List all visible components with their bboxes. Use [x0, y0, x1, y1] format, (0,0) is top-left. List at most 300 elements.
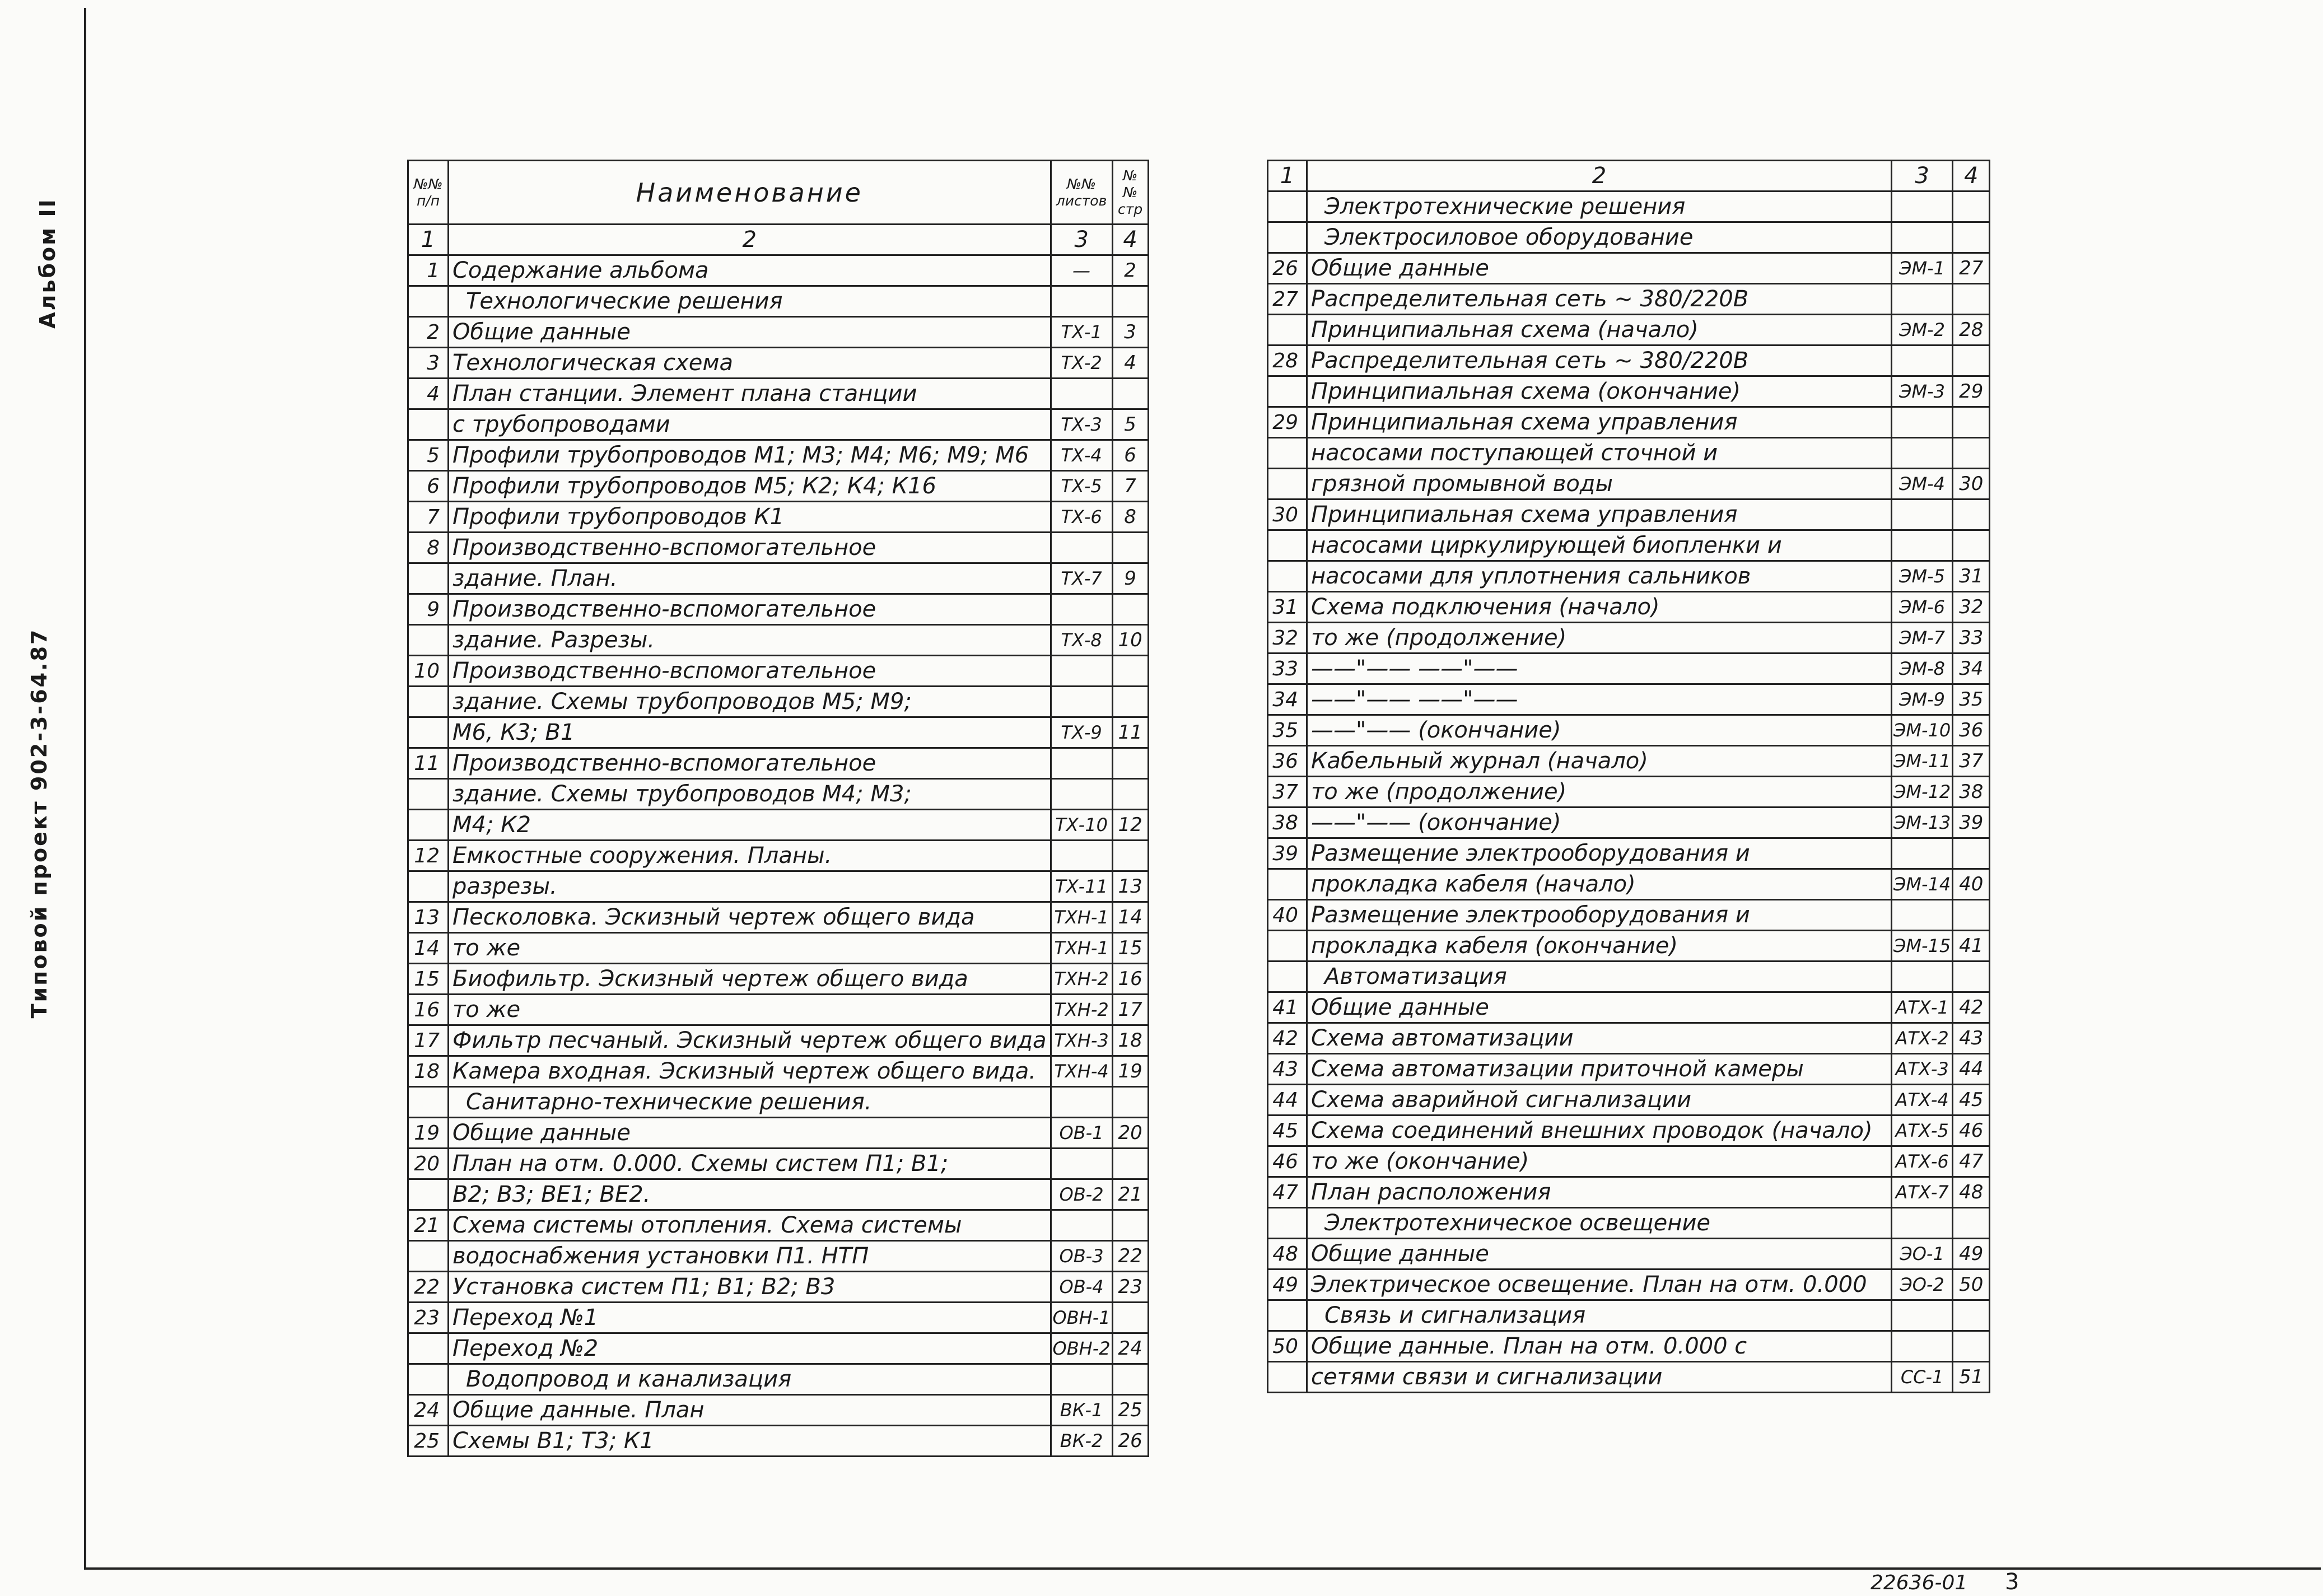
row-number [1268, 315, 1307, 346]
row-number [1268, 1362, 1307, 1393]
index-cell: 2 [449, 225, 1051, 255]
row-number: 3 [408, 348, 449, 379]
section-heading: Электротехническое освещение [1307, 1208, 1892, 1239]
index-cell: 2 [1307, 161, 1892, 192]
row-title: Распределительная сеть ~ 380/220В [1307, 346, 1892, 376]
page-ref [1953, 530, 1990, 561]
table-row [408, 409, 1149, 440]
document-code: 22636-01 [1870, 1571, 1968, 1594]
table-row [1268, 376, 1990, 407]
index-cell: 1 [1268, 161, 1307, 192]
row-number: 30 [1268, 500, 1307, 530]
row-number: 34 [1268, 684, 1307, 715]
page-ref: 28 [1953, 315, 1990, 346]
row-title: ——"—— (окончание) [1307, 715, 1892, 746]
row-number [408, 779, 449, 810]
header-row [408, 161, 1149, 225]
row-number: 4 [408, 379, 449, 409]
row-number: 25 [408, 1426, 449, 1457]
sheet-code: АТХ-4 [1892, 1085, 1953, 1116]
sheet-code: ЭМ-11 [1892, 746, 1953, 777]
page-ref: 45 [1953, 1085, 1990, 1116]
table-row [1268, 1270, 1990, 1300]
sheet-code [1892, 407, 1953, 438]
table-row [408, 933, 1149, 964]
table-row [408, 1056, 1149, 1087]
table-row [408, 1087, 1149, 1118]
sheet-code: ЭМ-4 [1892, 469, 1953, 500]
row-number [1268, 376, 1307, 407]
row-title: План на отм. 0.000. Схемы систем П1; В1; [449, 1149, 1051, 1179]
table-row [408, 471, 1149, 502]
sheet-code [1892, 438, 1953, 469]
sheet-code: АТХ-7 [1892, 1177, 1953, 1208]
page-ref [1953, 192, 1990, 222]
table-row [408, 563, 1149, 594]
section-heading: Водопровод и канализация [449, 1364, 1051, 1395]
page-ref: 4 [1112, 348, 1148, 379]
row-number [1268, 1300, 1307, 1331]
table-row [1268, 900, 1990, 931]
page-ref [1112, 1210, 1148, 1241]
sheet-code: ТХ-9 [1051, 717, 1112, 748]
row-number: 26 [1268, 253, 1307, 284]
row-number: 10 [408, 656, 449, 687]
row-number [408, 563, 449, 594]
row-title: Схема аварийной сигнализации [1307, 1085, 1892, 1116]
table-row [408, 871, 1149, 902]
page-ref [1112, 1364, 1148, 1395]
row-title: Схема соединений внешних проводок (начало) [1307, 1116, 1892, 1146]
page-ref: 30 [1953, 469, 1990, 500]
page-ref: 32 [1953, 592, 1990, 623]
row-title: Переход №1 [449, 1303, 1051, 1333]
row-title: Фильтр песчаный. Эскизный чертеж общего вида [449, 1025, 1051, 1056]
table-row [408, 1395, 1149, 1426]
row-number: 16 [408, 995, 449, 1025]
table-row [408, 1272, 1149, 1303]
table-row [408, 502, 1149, 533]
row-number: 17 [408, 1025, 449, 1056]
page-ref: 51 [1953, 1362, 1990, 1393]
row-number: 9 [408, 594, 449, 625]
sheet-code [1051, 748, 1112, 779]
page-ref: 12 [1112, 810, 1148, 841]
page-ref [1112, 687, 1148, 717]
row-number [1268, 561, 1307, 592]
row-title: Общие данные. План [449, 1395, 1051, 1426]
sheet-code: ОВ-1 [1051, 1118, 1112, 1149]
table-row [1268, 684, 1990, 715]
index-cell: 1 [408, 225, 449, 255]
sheet-code [1892, 530, 1953, 561]
page-ref [1112, 841, 1148, 871]
page-ref: 50 [1953, 1270, 1990, 1300]
row-number: 36 [1268, 746, 1307, 777]
row-title: здание. Схемы трубопроводов М4; М3; [449, 779, 1051, 810]
sheet-code: ЭМ-5 [1892, 561, 1953, 592]
table-row [1268, 654, 1990, 684]
row-title: Производственно-вспомогательное [449, 594, 1051, 625]
row-number: 23 [408, 1303, 449, 1333]
table-row [1268, 500, 1990, 530]
row-number [1268, 962, 1307, 992]
table-row [408, 1241, 1149, 1272]
row-title: Принципиальная схема (начало) [1307, 315, 1892, 346]
row-number [1268, 469, 1307, 500]
page-ref [1953, 500, 1990, 530]
sheet-code: АТХ-5 [1892, 1116, 1953, 1146]
row-title: то же (продолжение) [1307, 623, 1892, 654]
sheet-code [1892, 284, 1953, 315]
page-ref [1953, 1300, 1990, 1331]
section-heading: Электротехнические решения [1307, 192, 1892, 222]
sheet-code: ТХ-2 [1051, 348, 1112, 379]
sheet-code [1051, 779, 1112, 810]
sheet-code [1892, 192, 1953, 222]
table-row [1268, 407, 1990, 438]
sheet-code [1892, 346, 1953, 376]
sheet-code: ЭМ-6 [1892, 592, 1953, 623]
row-title: Биофильтр. Эскизный чертеж общего вида [449, 964, 1051, 995]
row-number [408, 1179, 449, 1210]
row-number [408, 409, 449, 440]
row-title: Схема автоматизации приточной камеры [1307, 1054, 1892, 1085]
sheet-code: ТХН-4 [1051, 1056, 1112, 1087]
table-row [1268, 623, 1990, 654]
table-row [408, 594, 1149, 625]
row-title: Общие данные. План на отм. 0.000 с [1307, 1331, 1892, 1362]
page-ref [1112, 656, 1148, 687]
sheet-code [1051, 841, 1112, 871]
table-row [408, 255, 1149, 286]
row-title: План станции. Элемент плана станции [449, 379, 1051, 409]
table-row [1268, 1146, 1990, 1177]
sheet-code [1051, 533, 1112, 563]
page-ref [1953, 962, 1990, 992]
page-ref: 31 [1953, 561, 1990, 592]
page-ref: 3 [1112, 317, 1148, 348]
section-heading: Технологические решения [449, 286, 1051, 317]
row-number: 39 [1268, 838, 1307, 869]
row-number [408, 871, 449, 902]
page-ref: 19 [1112, 1056, 1148, 1087]
sheet-code: ЭМ-12 [1892, 777, 1953, 808]
page-ref: 37 [1953, 746, 1990, 777]
page-ref: 21 [1112, 1179, 1148, 1210]
row-title: ——"—— (окончание) [1307, 808, 1892, 838]
page-ref: 25 [1112, 1395, 1148, 1426]
row-title: то же [449, 933, 1051, 964]
row-title: прокладка кабеля (окончание) [1307, 931, 1892, 962]
table-row [1268, 1023, 1990, 1054]
sheet-code: ТХ-1 [1051, 317, 1112, 348]
index-row [408, 225, 1149, 255]
table-row [1268, 192, 1990, 222]
row-number: 15 [408, 964, 449, 995]
index-cell: 3 [1892, 161, 1953, 192]
row-title: то же (окончание) [1307, 1146, 1892, 1177]
page-ref: 16 [1112, 964, 1148, 995]
row-number: 21 [408, 1210, 449, 1241]
row-title: то же (продолжение) [1307, 777, 1892, 808]
page-ref [1953, 900, 1990, 931]
table-row [408, 841, 1149, 871]
row-number: 43 [1268, 1054, 1307, 1085]
table-row [1268, 469, 1990, 500]
page-ref: 14 [1112, 902, 1148, 933]
sheet-code: ВК-1 [1051, 1395, 1112, 1426]
row-number: 27 [1268, 284, 1307, 315]
page-ref: 42 [1953, 992, 1990, 1023]
sheet-code: — [1051, 255, 1112, 286]
section-heading: Санитарно-технические решения. [449, 1087, 1051, 1118]
row-number: 44 [1268, 1085, 1307, 1116]
row-title: насосами для уплотнения сальников [1307, 561, 1892, 592]
row-number: 20 [408, 1149, 449, 1179]
table-row [408, 1303, 1149, 1333]
page-ref: 46 [1953, 1116, 1990, 1146]
sheet-code: ТХ-6 [1051, 502, 1112, 533]
row-number [1268, 438, 1307, 469]
row-number: 1 [408, 255, 449, 286]
table-row [1268, 808, 1990, 838]
table-row [408, 533, 1149, 563]
sheet-code: ОВ-3 [1051, 1241, 1112, 1272]
sheet-code [1051, 379, 1112, 409]
row-title: Профили трубопроводов М1; М3; М4; М6; М9; М6 [449, 440, 1051, 471]
table-row [408, 317, 1149, 348]
page-ref [1953, 407, 1990, 438]
index-cell: 4 [1112, 225, 1148, 255]
row-title: М6, К3; В1 [449, 717, 1051, 748]
album-label: Альбом II [35, 198, 60, 329]
index-cell: 4 [1953, 161, 1990, 192]
page-ref: 2 [1112, 255, 1148, 286]
row-title: Камера входная. Эскизный чертеж общего вида. [449, 1056, 1051, 1087]
row-number: 47 [1268, 1177, 1307, 1208]
sheet-code [1051, 1210, 1112, 1241]
page-ref: 44 [1953, 1054, 1990, 1085]
row-number: 6 [408, 471, 449, 502]
page-ref: 41 [1953, 931, 1990, 962]
row-title: водоснабжения установки П1. НТП [449, 1241, 1051, 1272]
row-number: 48 [1268, 1239, 1307, 1270]
index-cell: 3 [1051, 225, 1112, 255]
table-row [408, 902, 1149, 933]
page-ref: 34 [1953, 654, 1990, 684]
row-title: насосами циркулирующей биопленки и [1307, 530, 1892, 561]
row-title: Переход №2 [449, 1333, 1051, 1364]
header-pages: №№ стр [1112, 161, 1148, 225]
row-number: 8 [408, 533, 449, 563]
sheet-code [1892, 1300, 1953, 1331]
row-title: грязной промывной воды [1307, 469, 1892, 500]
table-row [1268, 1116, 1990, 1146]
row-number: 49 [1268, 1270, 1307, 1300]
table-row [1268, 1331, 1990, 1362]
row-title: Профили трубопроводов М5; К2; К4; К16 [449, 471, 1051, 502]
table-row [408, 748, 1149, 779]
sheet-code: ЭМ-3 [1892, 376, 1953, 407]
table-row [1268, 315, 1990, 346]
row-title: План расположения [1307, 1177, 1892, 1208]
page-ref: 49 [1953, 1239, 1990, 1270]
table-row [1268, 1085, 1990, 1116]
row-number: 33 [1268, 654, 1307, 684]
page-ref [1112, 379, 1148, 409]
sheet-code: ТХН-1 [1051, 902, 1112, 933]
row-title: Схемы В1; Т3; К1 [449, 1426, 1051, 1457]
sheet-code: ВК-2 [1051, 1426, 1112, 1457]
page-ref: 27 [1953, 253, 1990, 284]
page-ref [1953, 438, 1990, 469]
row-title: Общие данные [1307, 992, 1892, 1023]
table-row [408, 995, 1149, 1025]
sheet-code: ТХ-11 [1051, 871, 1112, 902]
table-row [1268, 1054, 1990, 1085]
table-row [408, 779, 1149, 810]
table-row [1268, 561, 1990, 592]
row-title: Распределительная сеть ~ 380/220В [1307, 284, 1892, 315]
page-ref [1953, 1331, 1990, 1362]
sheet-code [1051, 594, 1112, 625]
row-number: 31 [1268, 592, 1307, 623]
table-row [1268, 992, 1990, 1023]
sheet-code: ТХН-3 [1051, 1025, 1112, 1056]
row-number: 2 [408, 317, 449, 348]
row-number: 12 [408, 841, 449, 871]
row-number: 13 [408, 902, 449, 933]
page-ref [1112, 533, 1148, 563]
page-ref: 23 [1112, 1272, 1148, 1303]
sheet-code: ЭМ-13 [1892, 808, 1953, 838]
page-ref: 47 [1953, 1146, 1990, 1177]
page-ref [1112, 594, 1148, 625]
page-ref: 20 [1112, 1118, 1148, 1149]
table-row [408, 687, 1149, 717]
table-row [408, 810, 1149, 841]
row-title: Технологическая схема [449, 348, 1051, 379]
row-title: Емкостные сооружения. Планы. [449, 841, 1051, 871]
row-number: 50 [1268, 1331, 1307, 1362]
row-number: 5 [408, 440, 449, 471]
header-sheets: №№ листов [1051, 161, 1112, 225]
row-number: 42 [1268, 1023, 1307, 1054]
sheet-code: ТХ-4 [1051, 440, 1112, 471]
sheet-code: ТХ-5 [1051, 471, 1112, 502]
row-title: Производственно-вспомогательное [449, 748, 1051, 779]
sheet-code: ТХН-1 [1051, 933, 1112, 964]
page-ref: 17 [1112, 995, 1148, 1025]
row-title: Песколовка. Эскизный чертеж общего вида [449, 902, 1051, 933]
page-ref: 38 [1953, 777, 1990, 808]
page-ref: 24 [1112, 1333, 1148, 1364]
row-title: Схема системы отопления. Схема системы [449, 1210, 1051, 1241]
row-number [1268, 222, 1307, 253]
page-ref: 39 [1953, 808, 1990, 838]
table-row [1268, 869, 1990, 900]
table-row [1268, 346, 1990, 376]
sheet-code: ОВН-1 [1051, 1303, 1112, 1333]
row-title: с трубопроводами [449, 409, 1051, 440]
section-heading: Связь и сигнализация [1307, 1300, 1892, 1331]
table-row [1268, 530, 1990, 561]
table-row [408, 656, 1149, 687]
row-title: Схема подключения (начало) [1307, 592, 1892, 623]
page-ref [1953, 284, 1990, 315]
row-title: Общие данные [449, 317, 1051, 348]
sheet-code [1892, 838, 1953, 869]
page-ref: 9 [1112, 563, 1148, 594]
sheet-code: ТХН-2 [1051, 995, 1112, 1025]
sheet-code: АТХ-1 [1892, 992, 1953, 1023]
table-row [408, 1179, 1149, 1210]
sheet-code [1892, 222, 1953, 253]
row-title: Принципиальная схема управления [1307, 407, 1892, 438]
sheet-code [1892, 900, 1953, 931]
page-ref: 18 [1112, 1025, 1148, 1056]
sheet-code: ТХ-7 [1051, 563, 1112, 594]
row-number [408, 1333, 449, 1364]
sheet-code: ЭМ-15 [1892, 931, 1953, 962]
sheet-code: ЭМ-7 [1892, 623, 1953, 654]
table-row [1268, 253, 1990, 284]
table-row [408, 1426, 1149, 1457]
table-row [408, 1333, 1149, 1364]
row-number [1268, 1208, 1307, 1239]
table-row [408, 1364, 1149, 1395]
sheet-code: ЭО-2 [1892, 1270, 1953, 1300]
row-title: насосами поступающей сточной и [1307, 438, 1892, 469]
row-number: 35 [1268, 715, 1307, 746]
row-title: здание. Разрезы. [449, 625, 1051, 656]
page-ref: 10 [1112, 625, 1148, 656]
row-number: 37 [1268, 777, 1307, 808]
row-number [408, 687, 449, 717]
page-ref [1112, 1149, 1148, 1179]
sheet-code [1051, 1364, 1112, 1395]
page-ref: 26 [1112, 1426, 1148, 1457]
table-row [1268, 777, 1990, 808]
row-number: 29 [1268, 407, 1307, 438]
row-title: Общие данные [1307, 1239, 1892, 1270]
row-title: Схема автоматизации [1307, 1023, 1892, 1054]
row-number [408, 1364, 449, 1395]
header-name: Наименование [449, 161, 1051, 225]
sheet-code: ЭМ-9 [1892, 684, 1953, 715]
row-title: М4; К2 [449, 810, 1051, 841]
section-heading: Электросиловое оборудование [1307, 222, 1892, 253]
row-title: Размещение электрооборудования и [1307, 838, 1892, 869]
row-number [408, 625, 449, 656]
page-ref [1112, 286, 1148, 317]
page-ref: 8 [1112, 502, 1148, 533]
row-number [408, 810, 449, 841]
table-row [408, 286, 1149, 317]
page-ref: 48 [1953, 1177, 1990, 1208]
row-title: Принципиальная схема (окончание) [1307, 376, 1892, 407]
table-row [1268, 1177, 1990, 1208]
row-title: Содержание альбома [449, 255, 1051, 286]
table-row [1268, 715, 1990, 746]
row-number [408, 717, 449, 748]
sheet-code: АТХ-2 [1892, 1023, 1953, 1054]
table-row [408, 1118, 1149, 1149]
page-ref [1953, 1208, 1990, 1239]
page-ref [1953, 222, 1990, 253]
table-row [1268, 962, 1990, 992]
